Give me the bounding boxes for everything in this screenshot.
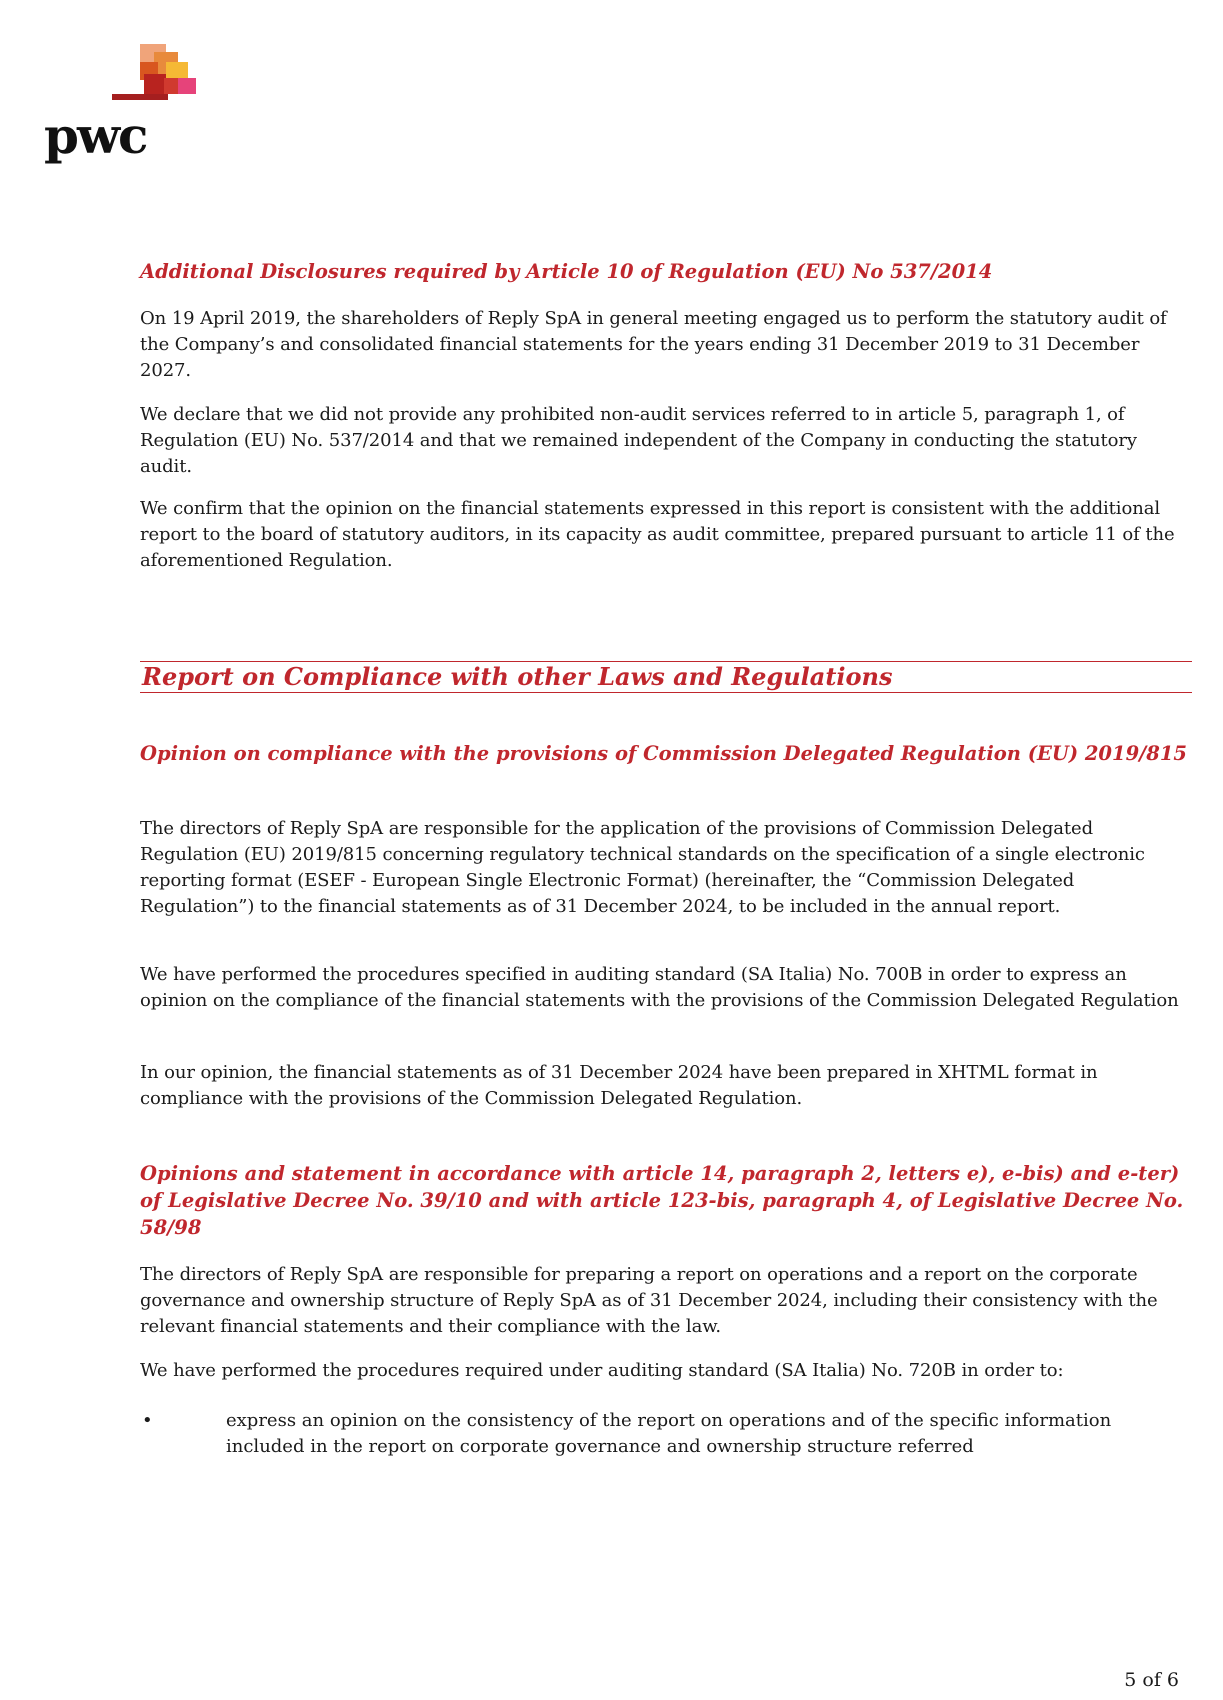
article14-heading: Opinions and statement in accordance with article 14, paragraph 2, letters e), e-bis) and e-ter) of Legislative Decree No. 39/10 and with article 123-bis, paragraph 4, of Legislative Decree No. 58/98: [140, 1162, 1184, 1239]
logo-mark-icon: [44, 44, 204, 104]
article10-paragraph-3: We confirm that the opinion on the financial statements expressed in this report is consistent with the additional report to the board of statutory auditors, in its capacity as audit committee, prepared pursuant to article 11 of the aforementioned Regulation.: [140, 498, 1175, 571]
article10-paragraph-1: On 19 April 2019, the shareholders of Reply SpA in general meeting engaged us to perform the statutory audit of the Company’s and consolidated financial statements for the years ending 31 December 2019 to 31 December 2027.: [140, 308, 1167, 381]
list-item: [140, 1408, 1192, 1460]
article14-paragraph-2: We have performed the procedures required under auditing standard (SA Italia) No. 720B in order to:: [140, 1360, 1064, 1381]
esef-paragraph-3-wrap: [140, 1060, 1192, 1112]
esef-paragraph-2: We have performed the procedures specified in auditing standard (SA Italia) No. 700B in order to express an opinion on the compliance of the financial statements with the provisions of the Commission Delegated Regulation: [140, 964, 1179, 1011]
compliance-section-title: Report on Compliance with other Laws and Regulations: [142, 662, 893, 691]
article14-paragraph-1: The directors of Reply SpA are responsible for preparing a report on operations and a report on the corporate governance and ownership structure of Reply SpA as of 31 December 2024, including their consistency with the relevant financial statements and their compliance with the law.: [140, 1264, 1158, 1337]
bullet-text: express an opinion on the consistency of the report on operations and of the specific information included in the report on corporate governance and ownership structure referred: [226, 1410, 1112, 1457]
article14-bullet-list: [140, 1408, 1192, 1460]
esef-paragraph-1: The directors of Reply SpA are responsible for the application of the provisions of Commission Delegated Regulation (EU) 2019/815 concerning regulatory technical standards on the specification of a single electronic reporting format (ESEF - European Single Electronic Format) (hereinafter, the “Commission Delegated Regulation”) to the financial statements as of 31 December 2024, to be included in the annual report.: [140, 818, 1145, 917]
esef-paragraph-3: In our opinion, the financial statements as of 31 December 2024 have been prepared in XHTML format in compliance with the provisions of the Commission Delegated Regulation.: [140, 1062, 1098, 1109]
article10-paragraph-2: We declare that we did not provide any prohibited non-audit services referred to in article 5, paragraph 1, of Regulation (EU) No. 537/2014 and that we remained independent of the Company in conducting the statutory audit.: [140, 404, 1137, 477]
esef-paragraph-2-wrap: [140, 962, 1192, 1014]
article10-paragraph-2-wrap: [140, 402, 1192, 480]
bullet-marker: •: [142, 1410, 153, 1431]
esef-heading: Opinion on compliance with the provisions of Commission Delegated Regulation (EU) 2019/815: [140, 742, 1187, 765]
logo-wordmark: pwc: [44, 106, 147, 165]
compliance-section-header: [140, 661, 1192, 693]
article14-paragraph-1-wrap: [140, 1262, 1192, 1340]
article10-section: [140, 258, 1192, 285]
esef-paragraph-1-wrap: [140, 816, 1192, 920]
article10-paragraph-3-wrap: [140, 496, 1192, 574]
esef-section: [140, 740, 1192, 767]
article14-section: [140, 1160, 1192, 1241]
page-number: 5 of 6: [1124, 1669, 1179, 1691]
article10-paragraph-1-wrap: [140, 306, 1192, 384]
pwc-logo: [44, 44, 224, 174]
article14-paragraph-2-wrap: [140, 1358, 1192, 1384]
article10-heading: Additional Disclosures required by Article 10 of Regulation (EU) No 537/2014: [140, 260, 993, 283]
